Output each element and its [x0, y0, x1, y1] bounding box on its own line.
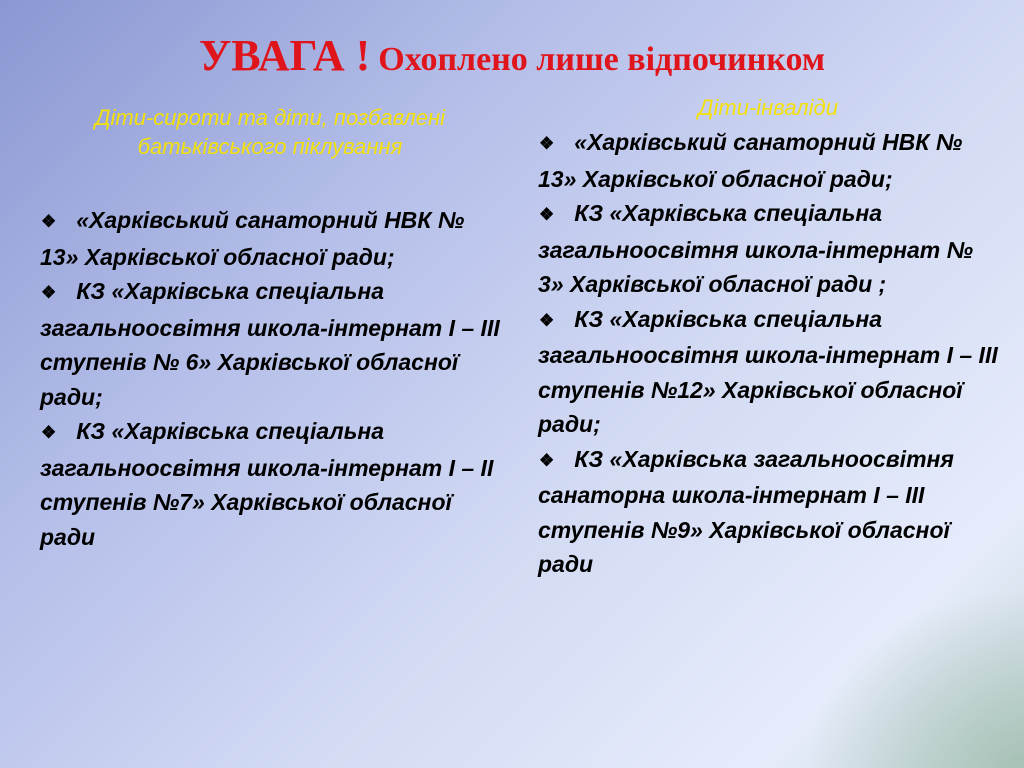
list-item-text: КЗ «Харківська спеціальна загальноосвітня школа-інтернат № 3» Харківської обласної ради ;	[538, 200, 973, 297]
diamond-bullet-icon: ❖	[41, 423, 57, 442]
list-item-text: «Харківський санаторний НВК № 13» Харківської обласної ради;	[538, 129, 963, 192]
page-title	[0, 30, 1024, 81]
list-item	[538, 442, 998, 582]
list-item	[40, 203, 505, 274]
list-item	[538, 196, 998, 302]
diamond-bullet-icon: ❖	[539, 310, 555, 330]
diamond-bullet-icon: ❖	[539, 205, 555, 224]
list-item-text: КЗ «Харківська спеціальна загальноосвітня школа-інтернат І – ІІІ ступенів №12» Харківської обласної ради;	[538, 305, 998, 437]
right-column-list	[538, 125, 998, 582]
diamond-bullet-icon: ❖	[539, 134, 555, 153]
left-column-list	[40, 203, 505, 554]
left-column-heading: Діти-сироти та діти, позбавлені батьківського піклування	[95, 105, 445, 159]
list-item-text: КЗ «Харківська спеціальна загальноосвітня школа-інтернат І – ІІІ ступенів № 6» Харківської обласної ради;	[40, 278, 500, 410]
title-main: УВАГА !	[199, 31, 371, 80]
list-item	[538, 125, 998, 196]
list-item-text: КЗ «Харківська загальноосвітня санаторна школа-інтернат І – ІІІ ступенів №9» Харківської обласної ради	[538, 445, 954, 577]
list-item	[40, 274, 505, 414]
diamond-bullet-icon: ❖	[539, 450, 555, 470]
list-item-text: «Харківський санаторний НВК № 13» Харківської обласної ради;	[40, 207, 465, 270]
diamond-bullet-icon: ❖	[41, 283, 57, 302]
diamond-bullet-icon: ❖	[41, 212, 57, 231]
background-corner-tint	[804, 588, 1024, 768]
list-item-text: КЗ «Харківська спеціальна загальноосвітня школа-інтернат І – ІІ ступенів №7» Харківської обласної ради	[40, 418, 494, 550]
list-item	[40, 414, 505, 554]
list-item	[538, 302, 998, 442]
right-column-heading: Діти-інваліди	[698, 95, 838, 120]
title-subtitle: Охоплено лише відпочинком	[378, 41, 825, 78]
